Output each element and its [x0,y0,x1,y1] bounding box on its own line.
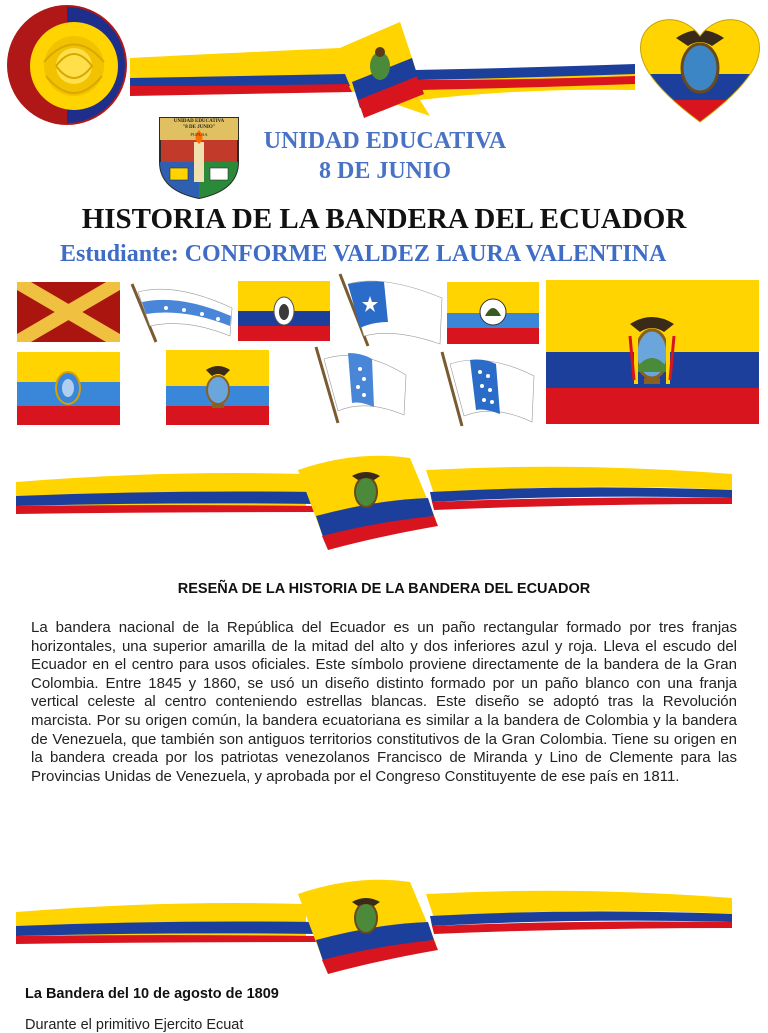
flag-ecuador-official [546,280,759,424]
bottom-flag-banner [16,862,736,974]
crest-text-bottom: PUPUSA [190,132,208,137]
crest-text-top: UNIDAD EDUCATIVA [173,119,225,124]
page-title: HISTORIA DE LA BANDERA DEL ECUADOR [81,203,687,235]
rose-icon [4,2,130,128]
flag-white-blue-stars-2 [434,350,538,428]
section-title: RESEÑA DE LA HISTORIA DE LA BANDERA DEL ECUADOR [177,581,591,597]
student-name: Estudiante: CONFORME VALDEZ LAURA VALENTINA [60,241,667,267]
body-paragraph: La bandera nacional de la República del Ecuador es un paño rectangular formado por tres franjas horizontales, una superior amarilla de la mitad del alto y dos inferiores azul y roja. Lleva el escudo del Ecuador en el centro para usos oficiales. Este símbolo proviene directamente de la bandera de la Gran Colombia. Entre 1845 y 1860, se usó un diseño distinto formado por un paño blanco con una franja vertical celeste al centro conteniendo estrellas blancas. Este diseño se adoptó tras la Revolución marcista. Por su origen común, la bandera ecuatoriana es similar a la bandera de Colombia y la bandera de Venezuela, que también son antiguos territorios constitutivos de la Gran Colombia. Tiene su origen en la bandera creada por los patriotas venezolanos Francisco de Miranda y Lino de Clemente para las Provincias Unidas de Venezuela, y aprobada por el Congreso Constituyente de ese país en 1811. [31,619,737,785]
top-flag-banner [130,8,635,118]
flag-ecuador-variant-4 [166,350,269,425]
school-name-line2: 8 DE JUNIO [318,158,451,184]
heart-flag-icon [636,12,764,124]
flag-ecuador-variant-3 [17,352,120,425]
flag-ecuador-variant-2 [447,282,539,344]
coat-of-arms-icon [630,317,674,384]
middle-flag-banner [16,440,736,552]
flag-ecuador-variant-1 [238,281,330,341]
crest-text-mid: "8 DE JUNIO" [182,125,216,130]
flag-blue-white-star [334,272,446,348]
cut-off-text: Durante el primitivo Ejercito Ecuat [25,1017,244,1033]
flag-red-saltire [17,282,120,342]
sub-heading: La Bandera del 10 de agosto de 1809 [25,986,279,1002]
school-name-line1: UNIDAD EDUCATIVA [263,128,507,154]
flag-blue-white-stars [126,282,236,344]
flag-white-blue-stars-1 [308,345,410,425]
